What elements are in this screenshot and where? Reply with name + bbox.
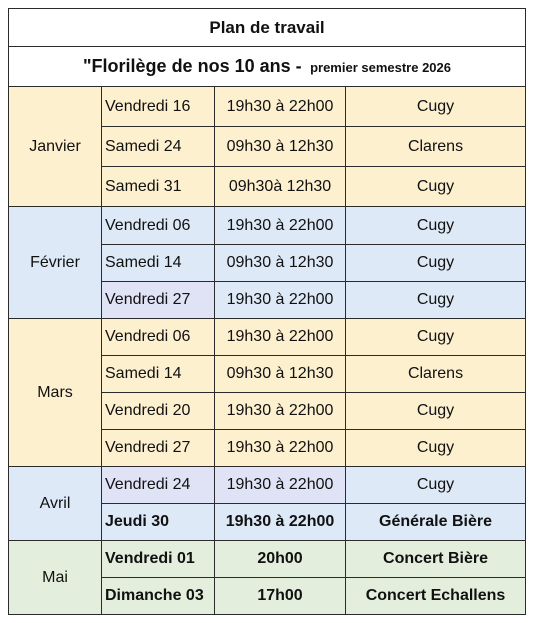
day-cell[interactable]: Vendredi 16 xyxy=(102,87,215,127)
month-mai[interactable]: Mai xyxy=(9,541,102,615)
time-cell[interactable]: 19h30 à 22h00 xyxy=(215,319,346,356)
day-cell[interactable]: Samedi 31 xyxy=(102,167,215,207)
day-cell[interactable]: Vendredi 24 xyxy=(102,467,215,504)
month-mars[interactable]: Mars xyxy=(9,319,102,467)
month-fevrier[interactable]: Février xyxy=(9,207,102,319)
time-cell[interactable]: 20h00 xyxy=(215,541,346,578)
day-cell[interactable]: Vendredi 27 xyxy=(102,282,215,319)
day-cell[interactable]: Vendredi 06 xyxy=(102,319,215,356)
month-janvier[interactable]: Janvier xyxy=(9,87,102,207)
day-cell[interactable]: Vendredi 27 xyxy=(102,430,215,467)
work-plan-sheet xyxy=(8,8,525,615)
place-cell[interactable]: Clarens xyxy=(346,356,526,393)
day-cell[interactable]: Dimanche 03 xyxy=(102,578,215,615)
day-cell[interactable]: Vendredi 20 xyxy=(102,393,215,430)
time-cell[interactable]: 19h30 à 22h00 xyxy=(215,207,346,245)
time-cell[interactable]: 19h30 à 22h00 xyxy=(215,393,346,430)
day-cell[interactable]: Samedi 14 xyxy=(102,356,215,393)
place-cell[interactable]: Cugy xyxy=(346,467,526,504)
place-cell[interactable]: Cugy xyxy=(346,319,526,356)
day-cell[interactable]: Vendredi 06 xyxy=(102,207,215,245)
place-cell[interactable]: Cugy xyxy=(346,87,526,127)
place-cell[interactable]: Cugy xyxy=(346,282,526,319)
page-title[interactable]: Plan de travail xyxy=(9,9,526,47)
place-cell[interactable]: Concert Echallens xyxy=(346,578,526,615)
time-cell[interactable]: 09h30 à 12h30 xyxy=(215,245,346,282)
place-cell[interactable]: Cugy xyxy=(346,245,526,282)
time-cell[interactable]: 19h30 à 22h00 xyxy=(215,282,346,319)
time-cell[interactable]: 09h30 à 12h30 xyxy=(215,356,346,393)
time-cell[interactable]: 17h00 xyxy=(215,578,346,615)
place-cell[interactable]: Concert Bière xyxy=(346,541,526,578)
subtitle-small-text: premier semestre 2026 xyxy=(310,60,451,75)
time-cell[interactable]: 09h30à 12h30 xyxy=(215,167,346,207)
month-avril[interactable]: Avril xyxy=(9,467,102,541)
time-cell[interactable]: 09h30 à 12h30 xyxy=(215,127,346,167)
place-cell[interactable]: Générale Bière xyxy=(346,504,526,541)
time-cell[interactable]: 19h30 à 22h00 xyxy=(215,430,346,467)
day-cell[interactable]: Vendredi 01 xyxy=(102,541,215,578)
work-plan-table xyxy=(8,8,526,615)
subtitle-cell[interactable] xyxy=(9,47,526,87)
place-cell[interactable]: Cugy xyxy=(346,393,526,430)
place-cell[interactable]: Clarens xyxy=(346,127,526,167)
subtitle-text: "Florilège de nos 10 ans - xyxy=(83,56,302,76)
time-cell[interactable]: 19h30 à 22h00 xyxy=(215,467,346,504)
place-cell[interactable]: Cugy xyxy=(346,207,526,245)
day-cell[interactable]: Samedi 14 xyxy=(102,245,215,282)
time-cell[interactable]: 19h30 à 22h00 xyxy=(215,504,346,541)
day-cell[interactable]: Samedi 24 xyxy=(102,127,215,167)
day-cell[interactable]: Jeudi 30 xyxy=(102,504,215,541)
time-cell[interactable]: 19h30 à 22h00 xyxy=(215,87,346,127)
place-cell[interactable]: Cugy xyxy=(346,430,526,467)
place-cell[interactable]: Cugy xyxy=(346,167,526,207)
